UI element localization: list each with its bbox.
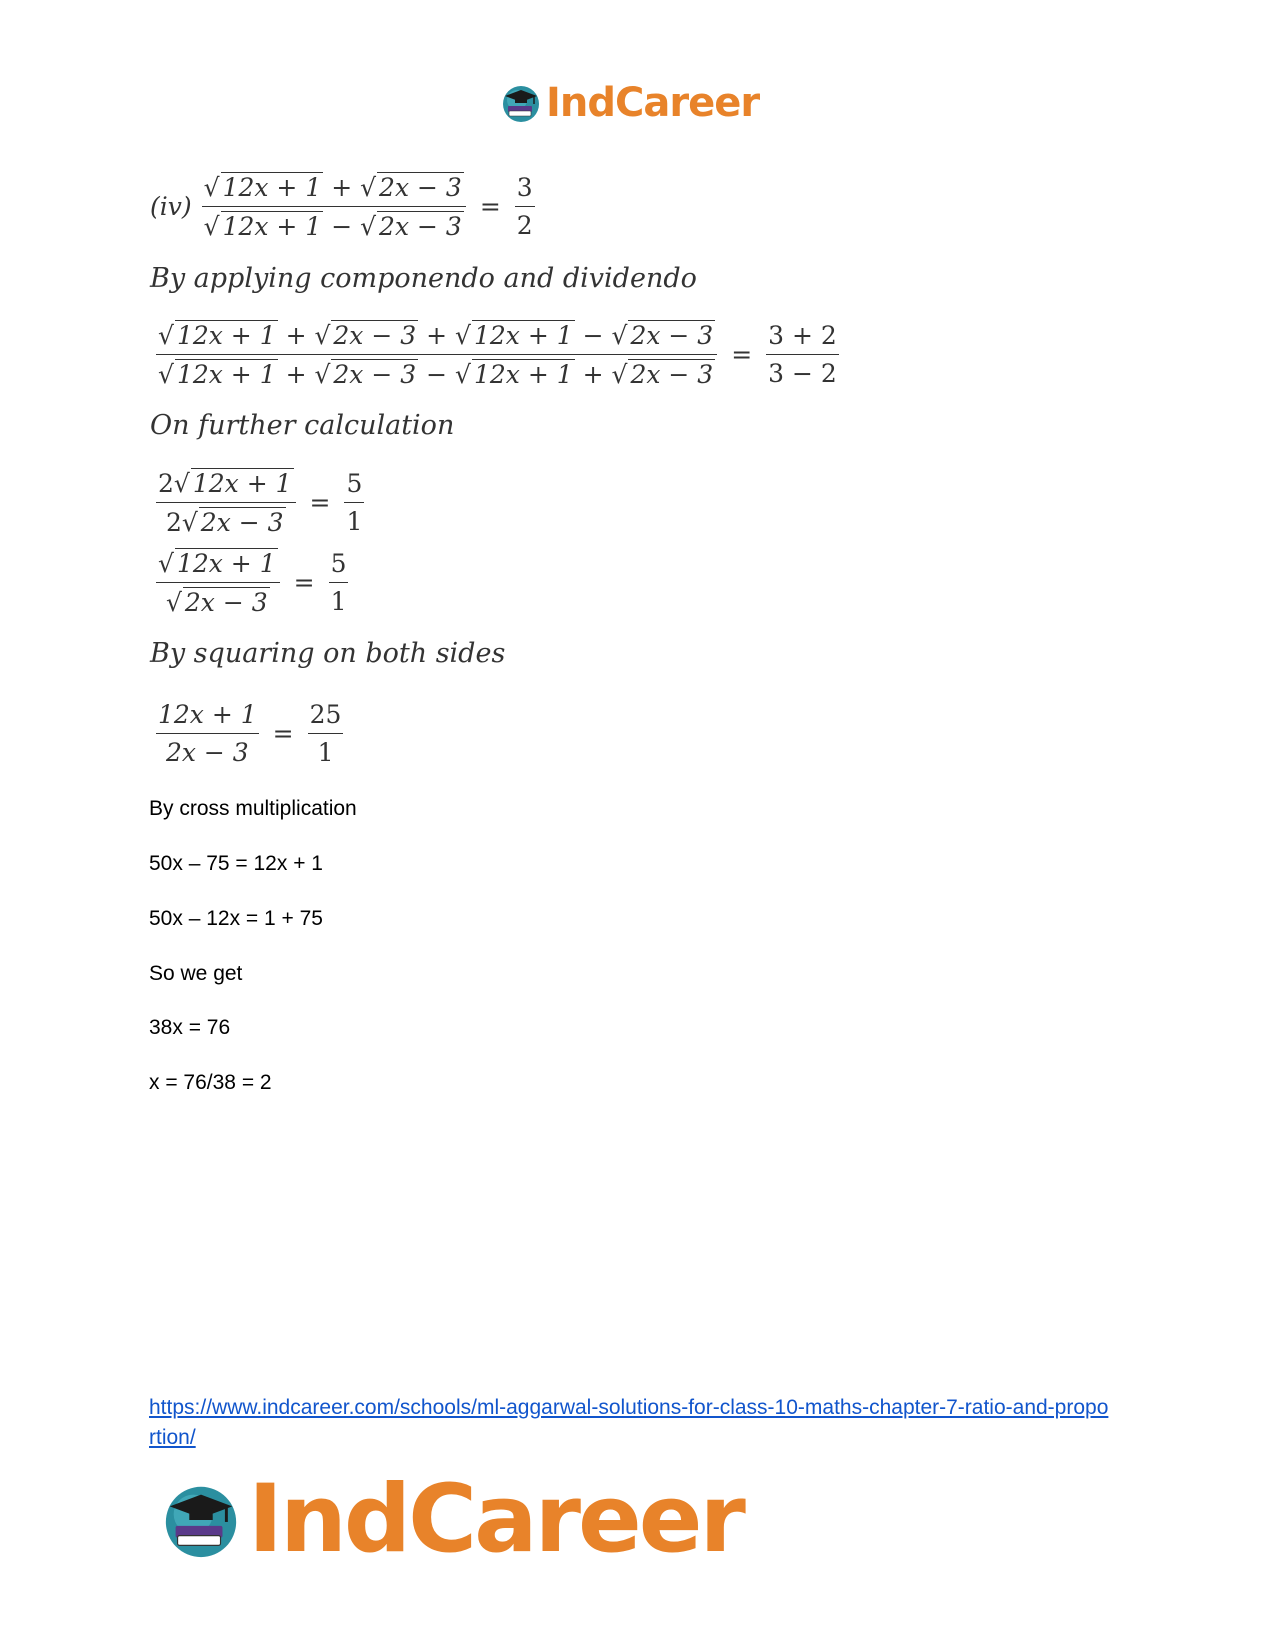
question-label: (iv) [150, 192, 192, 221]
footer-logo [160, 1465, 743, 1574]
graduation-cap-books-globe-icon [160, 1479, 242, 1561]
header-logo [500, 80, 759, 126]
eq5-lhs-fraction: $\frac{12x + 1}{2x - 3}$ [158, 700, 257, 767]
equation-line: 50x – 75 = 12x + 1 [149, 852, 323, 875]
eq1-rhs-fraction: $\frac{3}{2}$ [516, 173, 533, 240]
step-so-we-get: So we get [149, 962, 243, 985]
eq1-lhs-fraction: $\frac{√ 12x + 1 + √ 2x - 3}{√ 12x + 1 - √ 2x - 3}$ [202, 172, 466, 241]
equation-simplified: $\frac{2√ 12x + 1}{2√ 2x - 3}$ = $\frac{5}{1}$ [158, 469, 363, 537]
eq5-rhs-fraction: $\frac{25}{1}$ [309, 700, 342, 767]
eq3-lhs-fraction: $\frac{2√ 12x + 1}{2√ 2x - 3}$ [156, 468, 296, 537]
brand-name: IndCareer [546, 80, 760, 126]
equation-squared: $\frac{12x + 1}{2x - 3}$ = $\frac{25}{1}$ [158, 700, 342, 767]
graduation-cap-books-globe-icon [500, 82, 542, 124]
step-further-calculation: On further calculation [150, 410, 455, 441]
eq2-lhs-fraction: $\frac{√ 12x + 1 + √ 2x - 3 + √ 12x + 1 - √ 2x - 3}{√ 12x + 1 + √ 2x - 3 - √ 12x + 1 + √ 2x - 3}$ [156, 320, 717, 389]
equation-line: 38x = 76 [149, 1016, 231, 1039]
equation-componendo: $\frac{√ 12x + 1 + √ 2x - 3 + √ 12x + 1 - √ 2x - 3}{√ 12x + 1 + √ 2x - 3 - √ 12x + 1 + √ 2x - 3}$ = $\frac{3 + 2}{3 - 2}$ [158, 321, 837, 389]
footer-source-link[interactable]: https://www.indcareer.com/schools/ml-aggarwal-solutions-for-class-10-maths-chapter-7-ratio-and-proportion/ [149, 1396, 1109, 1449]
eq2-rhs-fraction: $\frac{3 + 2}{3 - 2}$ [768, 321, 837, 388]
brand-name: IndCareer [248, 1465, 743, 1574]
equation-iv: (iv) $\frac{√ 12x + 1 + √ 2x - 3}{√ 12x + 1 - √ 2x - 3}$ = $\frac{3}{2}$ [150, 173, 533, 241]
equation-line: 50x – 12x = 1 + 75 [149, 907, 323, 930]
step-squaring: By squaring on both sides [150, 638, 506, 669]
step-cross-multiplication: By cross multiplication [149, 797, 357, 820]
eq4-lhs-fraction: $\frac{√ 12x + 1}{√ 2x - 3}$ [156, 548, 280, 617]
eq3-rhs-fraction: $\frac{5}{1}$ [346, 469, 363, 536]
step-componendo: By applying componendo and dividendo [150, 263, 697, 294]
eq4-rhs-fraction: $\frac{5}{1}$ [330, 549, 347, 616]
equation-reduced: $\frac{√ 12x + 1}{√ 2x - 3}$ = $\frac{5}{1}$ [158, 549, 347, 617]
final-answer: x = 76/38 = 2 [149, 1071, 272, 1094]
